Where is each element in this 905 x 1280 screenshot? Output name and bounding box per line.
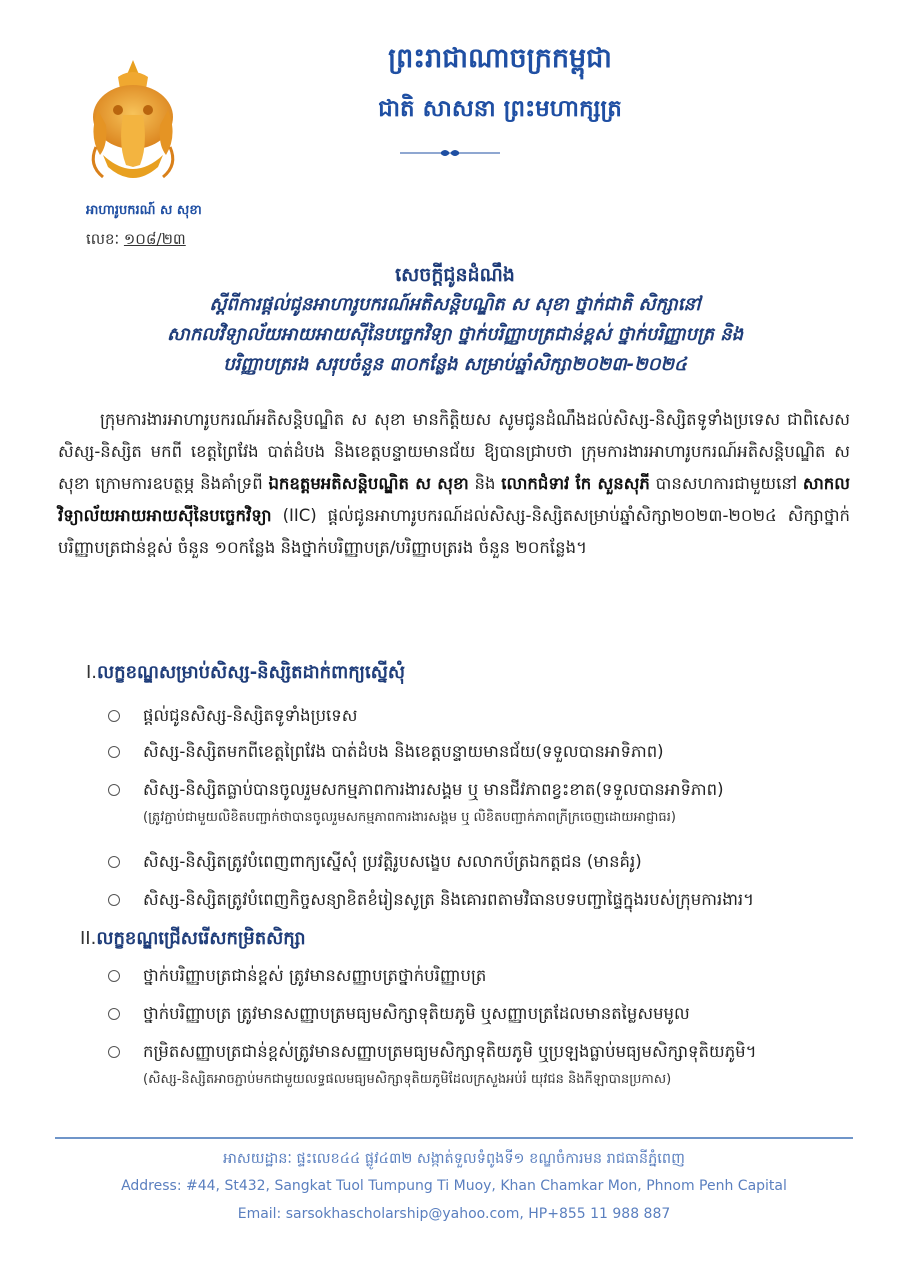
bullet-icon [108,1008,120,1020]
bullet-icon [108,1046,120,1058]
title-main: សេចក្តីជូនដំណឹង [395,264,515,286]
title-line-2: សាកលវិទ្យាល័យអាយអាយស៊ីនៃបច្ចេកវិទ្យា ថ្នាក់បរិញ្ញាបត្រជាន់ខ្ពស់ ថ្នាក់បរិញ្ញាបត្រ និង [166,324,744,345]
royal-emblem-icon [78,55,188,190]
list-item: សិស្ស-និស្សិតត្រូវបំពេញកិច្ចសន្យាខិតខំរៀនសូត្រ និងគោរពតាមវិធានបទបញ្ជាផ្ទៃក្នុងរបស់ក្រុមការងារ។ [108,890,754,910]
bullet-icon [108,746,120,758]
bullet-icon [108,784,120,796]
bullet-icon [108,970,120,982]
list-item: ថ្នាក់បរិញ្ញាបត្រ ត្រូវមានសញ្ញាបត្រមធ្យមសិក្សាទុតិយភូមិ ឬសញ្ញាបត្រដែលមានតម្លៃសមមូល [108,1004,690,1024]
kingdom-title: ព្រះរាជាណាចក្រកម្ពុជា [388,43,612,74]
list-item: សិស្ស-និស្សិតមកពីខេត្តព្រៃវែង បាត់ដំបង និងខេត្តបន្ទាយមានជ័យ(ទទួលបានអាទិភាព) [108,742,664,762]
bullet-icon [108,894,120,906]
list-item: សិស្ស-និស្សិតធ្លាប់បានចូលរួមសកម្មភាពការងារសង្គម ឬ មានជីវភាពខ្វះខាត(ទទួលបានអាទិភាព) (ត្រូវភ្ជាប់ជាមួយលិខិតបញ្ជាក់ថាបានចូលរួមសកម្មភាពការងារសង្គម ឬ លិខិតបញ្ជាក់ភាពក្រីក្រចេញដោយអាជ្ញាធរ) [108,780,724,828]
list-item: ថ្នាក់បរិញ្ញាបត្រជាន់ខ្ពស់ ត្រូវមានសញ្ញាបត្រថ្នាក់បរិញ្ញាបត្រ [108,966,486,986]
section-1-note: (ត្រូវភ្ជាប់ជាមួយលិខិតបញ្ជាក់ថាបានចូលរួមសកម្មភាពការងារសង្គម ឬ លិខិតបញ្ជាក់ភាពក្រីក្រចេញដោយអាជ្ញាធរ) [143,810,676,825]
footer-divider [55,1137,853,1139]
list-item: សិស្ស-និស្សិតត្រូវបំពេញពាក្យស្នើសុំ ប្រវត្តិរូបសង្ខេប សលាកប័ត្រឯកត្តជន (មានគំរូ) [108,852,642,872]
organization-name: អាហារូបករណ៍ ស សុខា [86,203,202,218]
announcement-title [60,260,850,380]
reference-number: លេខៈ ១០៨/២៣ [86,230,186,248]
section-2-heading: II.លក្ខខណ្ឌជ្រើសរើសកម្រិតសិក្សា [80,928,306,949]
bullet-icon [108,710,120,722]
intro-paragraph: ក្រុមការងារអាហារូបករណ៍អតិសន្តិបណ្ឌិត ស សុខា មានកិត្តិយស សូមជូនដំណឹងដល់សិស្ស-និស្សិតទូទាំងប្រទេស ជាពិសេសសិស្ស-និស្សិត មកពី ខេត្តព្រៃវែង បាត់ដំបង និងខេត្តបន្ទាយមានជ័យ ឱ្យបានជ្រាបថា ក្រុមការងារអាហារូបករណ៍អតិសន្តិបណ្ឌិត ស សុខា ក្រោមការឧបត្ថម្ភ និងគាំទ្រពី ឯកឧត្តមអតិសន្តិបណ្ឌិត ស សុខា និង លោកជំទាវ កែ សួនសុភី បានសហការជាមួយនៅ សាកលវិទ្យាល័យអាយអាយស៊ីនៃបច្ចេកវិទ្យា (IIC) ផ្តល់ជូនអាហារូបករណ៍ដល់សិស្ស-និស្សិតសម្រាប់ឆ្នាំសិក្សា២០២៣-២០២៤ សិក្សាថ្នាក់បរិញ្ញាបត្រជាន់ខ្ពស់ ចំនួន ១០កន្លែង និងថ្នាក់បរិញ្ញាបត្រ/បរិញ្ញាបត្ររង ចំនួន ២០កន្លែង។ [58,410,850,557]
list-item: ផ្តល់ជូនសិស្ស-និស្សិតទូទាំងប្រទេស [108,706,357,726]
bullet-icon [108,856,120,868]
ornament-divider-icon [400,147,500,159]
section-1-heading: I.លក្ខខណ្ឌសម្រាប់សិស្ស-និស្សិតដាក់ពាក្យស្នើសុំ [86,662,405,683]
footer-address-km: អាសយដ្ឋានៈ ផ្ទះលេខ៤៤ ផ្លូវ៤៣២ សង្កាត់ទួលទំពូងទី១ ខណ្ឌចំការមន រាជធានីភ្នំពេញ [223,1151,685,1167]
kingdom-motto: ជាតិ សាសនា ព្រះមហាក្សត្រ [378,96,622,122]
section-2-note: (សិស្ស-និស្សិតអាចភ្ជាប់មកជាមួយលទ្ធផលមធ្យមសិក្សាទុតិយភូមិដែលក្រសួងអប់រំ យុវជន និងកីឡាបានប្រកាស) [143,1072,672,1087]
footer-contact: Email: sarsokhascholarship@yahoo.com, HP+855 11 988 887 [237,1206,671,1222]
title-line-3: បរិញ្ញាបត្ររង សរុបចំនួន ៣០កន្លែង សម្រាប់ឆ្នាំសិក្សា២០២៣-២០២៤ [223,354,687,375]
title-line-1: ស្តីពីការផ្តល់ជូនអាហារូបករណ៍អតិសន្តិបណ្ឌិត ស សុខា ថ្នាក់ជាតិ សិក្សានៅ [209,294,701,315]
list-item: កម្រិតសញ្ញាបត្រជាន់ខ្ពស់ត្រូវមានសញ្ញាបត្រមធ្យមសិក្សាទុតិយភូមិ ឬប្រឡងធ្លាប់មធ្យមសិក្សាទុតិយភូមិ។ (សិស្ស-និស្សិតអាចភ្ជាប់មកជាមួយលទ្ធផលមធ្យមសិក្សាទុតិយភូមិដែលក្រសួងអប់រំ យុវជន និងកីឡាបានប្រកាស) [108,1042,757,1090]
footer-address-en: Address: #44, St432, Sangkat Tuol Tumpung Ti Muoy, Khan Chamkar Mon, Phnom Penh Capital [121,1178,787,1194]
